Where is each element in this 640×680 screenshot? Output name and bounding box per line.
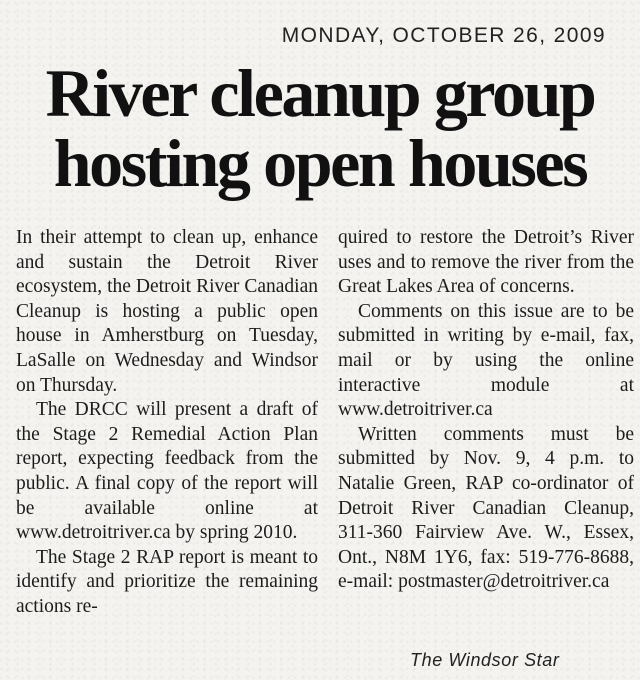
article-column-right	[338, 226, 634, 595]
source-credit: The Windsor Star	[410, 650, 560, 670]
paragraph-written-comments: Written comments must be submitted by Nov. 9, 4 p.m. to Natalie Green, RAP co-ordinator of Detroit River Canadian Cleanup, 311-360 Fairview Ave. W., Essex, Ont., N8M 1Y6, fax: 519-776-8688, e-mail: postmaster@detroitriver.ca	[338, 423, 634, 593]
headline-line-1: River cleanup group	[45, 55, 595, 131]
dateline: MONDAY, OCTOBER 26, 2009	[281, 24, 606, 47]
paragraph-comments: Comments on this issue are to be submitted in writing by e-mail, fax, mail or by using the online interactive module at www.detroitriver.ca	[338, 300, 634, 421]
headline-line-2: hosting open houses	[53, 125, 587, 201]
paragraph-draft-report: The DRCC will present a draft of the Stage 2 Remedial Action Plan report, expecting feedback from the public. A final copy of the report will be available online at www.detroitriver.ca by spring 2010.	[16, 399, 318, 544]
paragraph-rap-purpose: The Stage 2 RAP report is meant to identify and prioritize the remaining actions re-	[16, 546, 318, 617]
paragraph-rap-purpose-continued: quired to restore the Detroit’s River uses and to remove the river from the Great Lakes Area of concerns.	[338, 227, 634, 298]
article-column-left	[16, 226, 318, 620]
paragraph-intro: In their attempt to clean up, enhance and sustain the Detroit River ecosystem, the Detroit River Canadian Cleanup is hosting a public open house in Amherstburg on Tuesday, LaSalle on Wednesday and Windsor on Thursday.	[16, 227, 318, 396]
headline	[10, 55, 630, 201]
